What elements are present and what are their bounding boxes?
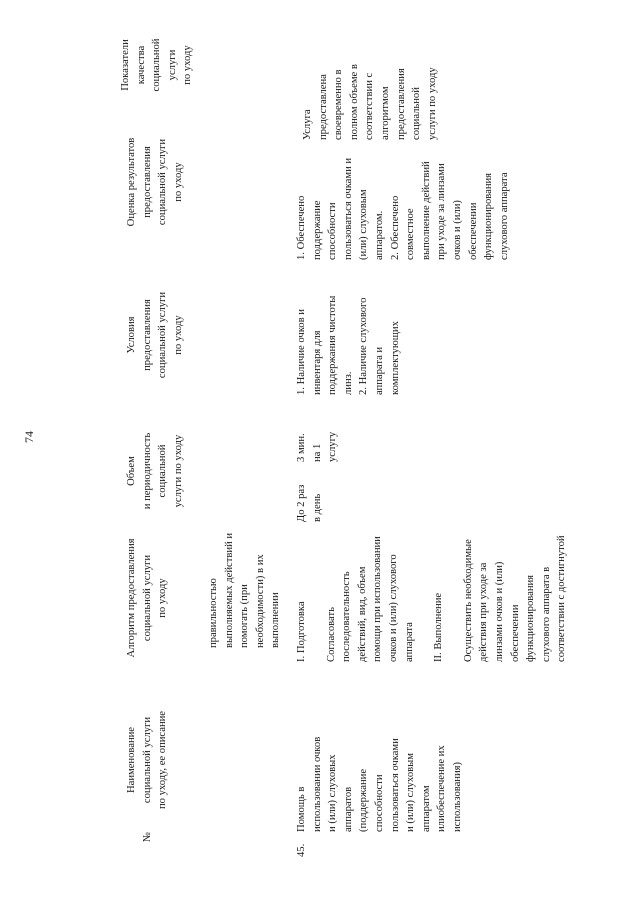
text-line: 2. Наличие слухового [358,297,370,395]
header-line: социальной [157,444,169,498]
text-line: действия при уходе за [478,562,490,662]
header-quality-indicators [118,20,196,110]
text-line: соответствии с достигнутой [556,535,568,662]
text-line: использования) [451,761,463,832]
header-line: социальной услуги [157,291,169,379]
text-line: До 2 раз [296,484,307,522]
text-line: аппарата [403,622,415,662]
service-result-evaluation [294,157,512,260]
text-line: илиобеспечение их [436,745,448,832]
service-duration [294,397,341,462]
text-line: обеспечении [467,202,479,260]
header-line: по уходу, ее описание [157,711,169,809]
header-line: качества [135,45,147,85]
header-line: Оценка результатов [126,137,137,227]
text-line: при уходе за линзами [436,163,448,260]
text-line: своевременно в [333,69,345,140]
header-volume-frequency [124,416,186,526]
row-number: 45. [296,843,307,857]
algorithm-execution-text [461,522,570,662]
algorithm-carryover-text [206,518,284,648]
header-evaluation [124,122,186,242]
text-line: очков и (или) слухового [387,554,399,662]
header-line: по уходу [172,315,184,355]
text-line: предоставления [395,68,407,140]
text-line: поддержания чистоты [327,295,339,395]
header-line: социальной услуги [157,138,169,226]
text-line: необходимости) в их [254,554,266,648]
page-number: 74 [22,431,36,443]
header-conditions [124,275,186,395]
text-line: I. Подготовка [296,601,307,662]
text-line: полном объеме в [348,64,360,140]
algorithm-stage-preparation [294,522,310,662]
text-line: использовании очков [311,736,323,832]
header-line: социальной услуги [141,554,153,642]
header-line: услуги [166,49,178,81]
text-line: 2. Обеспечено [389,195,401,260]
text-line: и (или) слуховым [405,753,417,832]
text-line: комплектующих [389,321,401,395]
text-line: Помощь в [296,786,307,832]
text-line: Осуществить необходимые [462,539,474,662]
text-line: помогать (при [239,584,251,648]
service-algorithm [294,522,570,662]
text-line: действий, вид, объем [356,566,368,662]
text-line: способности [327,202,339,260]
text-line: аппаратов [342,786,354,832]
text-line: социальной [411,87,423,140]
text-line: предоставлена [317,74,329,140]
header-line: и периодичность [141,432,153,510]
header-line: социальной [151,38,163,92]
text-line: алгоритмом [379,86,391,140]
text-line: пользоваться очками и [342,157,354,260]
text-line: (или) слуховым [358,189,370,260]
service-quality-indicators [300,60,440,140]
header-line: Объем [126,456,137,486]
text-line: услугу [327,431,339,462]
service-frequency [294,462,325,522]
text-line: Услуга [302,109,313,140]
text-line: обеспечении [509,604,521,662]
text-line: функционирования [483,172,495,260]
text-line: соответствии с [364,72,376,140]
text-line: правильностью [208,578,219,648]
text-line: услуги по уходу [426,67,438,140]
header-line: предоставления [141,299,153,371]
header-line: социальной услуги [141,716,153,804]
text-line: аппаратом [420,785,432,832]
header-service-name [124,675,171,845]
text-line: функционирования [525,574,537,662]
text-line: помощи при использовании [372,536,384,662]
header-line: Показатели [120,39,131,91]
algorithm-preparation-text [324,522,418,662]
header-line: Алгоритм предоставления [126,538,137,658]
text-line: слухового аппарата в [540,566,552,662]
header-line: по уходу [172,162,184,202]
text-line: способности [373,774,385,832]
text-line: аппарата и [373,346,385,395]
header-line: Наименование [126,727,137,793]
service-name-description [294,652,466,832]
algorithm-stage-execution [431,522,447,662]
text-line: линзами очков и (или) [493,561,505,662]
text-line: в день [311,493,323,522]
header-line: по уходу [182,45,194,85]
text-line: на 1 [311,443,323,462]
text-line: слухового аппарата [498,172,510,260]
text-line: совместное [405,208,417,260]
text-line: выполняемых действий и [223,533,235,648]
service-conditions [294,285,403,395]
text-line: и (или) слуховых [327,754,339,832]
text-line: инвентаря для [311,330,323,395]
text-line: Согласовать [325,607,337,662]
text-line: пользоваться очками [389,738,401,832]
text-line: 3 мин. [296,433,307,462]
header-algorithm [124,538,171,658]
text-line: 1. Обеспечено [296,195,307,260]
text-line: (поддержание [358,768,370,832]
header-line: по уходу [157,578,169,618]
header-line: Условия [126,316,137,354]
text-line: II. Выполнение [433,592,445,662]
header-line: предоставления [141,146,153,218]
text-line: линз. [342,371,354,395]
header-line: № [142,831,153,843]
text-line: 1. Наличие очков и [296,309,307,395]
header-line: услуги по уходу [172,434,184,508]
text-line: выполнение действий [420,161,432,260]
text-line: последовательность [341,571,353,662]
text-line: аппаратом. [373,210,385,260]
text-line: очков и (или) [451,200,463,260]
text-line: поддержание [311,200,323,260]
text-line: выполнении [270,592,282,648]
